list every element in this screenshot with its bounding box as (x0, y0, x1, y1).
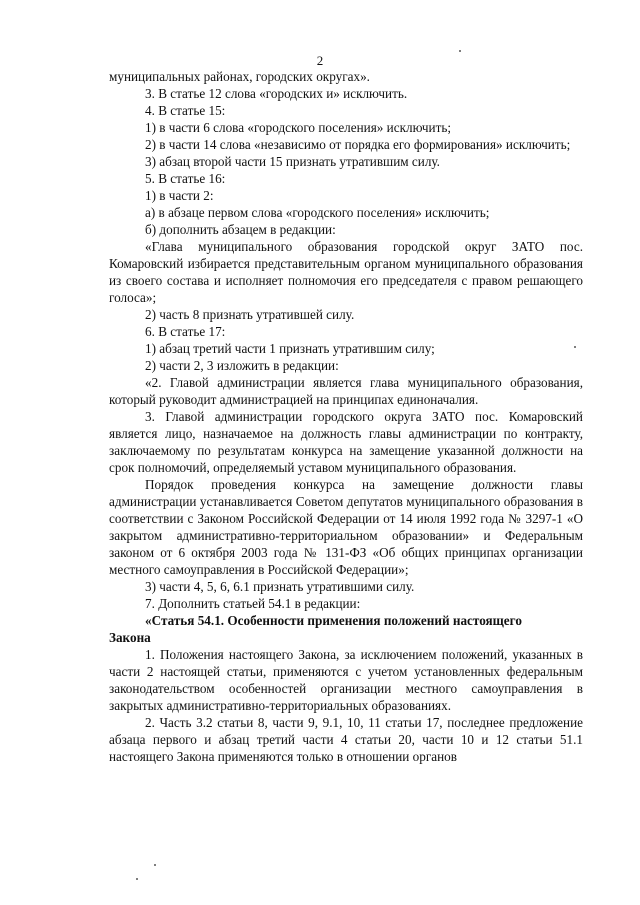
paragraph: б) дополнить абзацем в редакции: (145, 222, 336, 237)
article-title: «Статья 54.1. Особенности применения положений настоящего (145, 613, 522, 628)
paragraph: 5. В статье 16: (145, 171, 226, 186)
article-title-continuation: Закона (109, 630, 151, 645)
paragraph: 2) часть 8 признать утратившей силу. (145, 307, 355, 322)
paragraph: «2. Главой администрации является глава муниципального образования, который руководит администрацией на принципах единоначалия. (109, 375, 583, 407)
paragraph: 1) в части 6 слова «городского поселения» исключить; (145, 120, 452, 135)
paragraph: «Глава муниципального образования городской округ ЗАТО пос. Комаровский избирается представительным органом муниципального образования из своего состава и исполняет полномочия его председателя с правом решающего голоса»; (109, 239, 583, 305)
paragraph: 3) части 4, 5, 6, 6.1 признать утратившими силу. (145, 579, 415, 594)
page-number: 2 (316, 53, 324, 68)
document-body (109, 68, 583, 765)
scan-speck (154, 864, 156, 866)
paragraph: 3) абзац второй части 15 признать утратившим силу. (145, 154, 440, 169)
paragraph: 2. Часть 3.2 статьи 8, части 9, 9.1, 10, 11 статьи 17, последнее предложение абзаца первого и абзац третий части 4 статьи 20, части 10 и 12 статьи 51.1 настоящего Закона применяются только в отношении органов (109, 715, 583, 764)
paragraph: 2) части 2, 3 изложить в редакции: (145, 358, 339, 373)
paragraph: а) в абзаце первом слова «городского поселения» исключить; (145, 205, 490, 220)
paragraph: 3. Главой администрации городского округа ЗАТО пос. Комаровский является лицо, назначаемое на должность главы администрации по контракту, заключаемому по результатам конкурса на замещение указанной должности на срок полномочий, определяемый уставом муниципального образования. (109, 409, 583, 475)
scan-speck (459, 50, 461, 52)
paragraph: 1) в части 2: (145, 188, 214, 203)
paragraph: 1) абзац третий части 1 признать утратившим силу; (145, 341, 435, 356)
paragraph: 7. Дополнить статьей 54.1 в редакции: (145, 596, 361, 611)
paragraph: 6. В статье 17: (145, 324, 226, 339)
paragraph: 3. В статье 12 слова «городских и» исключить. (145, 86, 408, 101)
paragraph: 2) в части 14 слова «независимо от порядка его формирования» исключить; (145, 137, 571, 152)
paragraph: Порядок проведения конкурса на замещение должности главы администрации устанавливается Советом депутатов муниципального образования в соответствии с Законом Российской Федерации от 14 июля 1992 года № 3297-1 «О закрытом административно-территориальном образовании» и Федеральным законом от 6 октября 2003 года № 131-ФЗ «Об общих принципах организации местного самоуправления в Российской Федерации»; (109, 477, 583, 577)
scan-speck (574, 346, 576, 348)
paragraph: муниципальных районах, городских округах». (109, 69, 370, 84)
paragraph: 1. Положения настоящего Закона, за исключением положений, указанных в части 2 настоящей статьи, применяются с учетом установленных федеральным законодательством особенностей организации местного самоуправления в закрытых административно-территориальных образованиях. (109, 647, 583, 713)
paragraph: 4. В статье 15: (145, 103, 226, 118)
scan-speck (136, 878, 138, 880)
